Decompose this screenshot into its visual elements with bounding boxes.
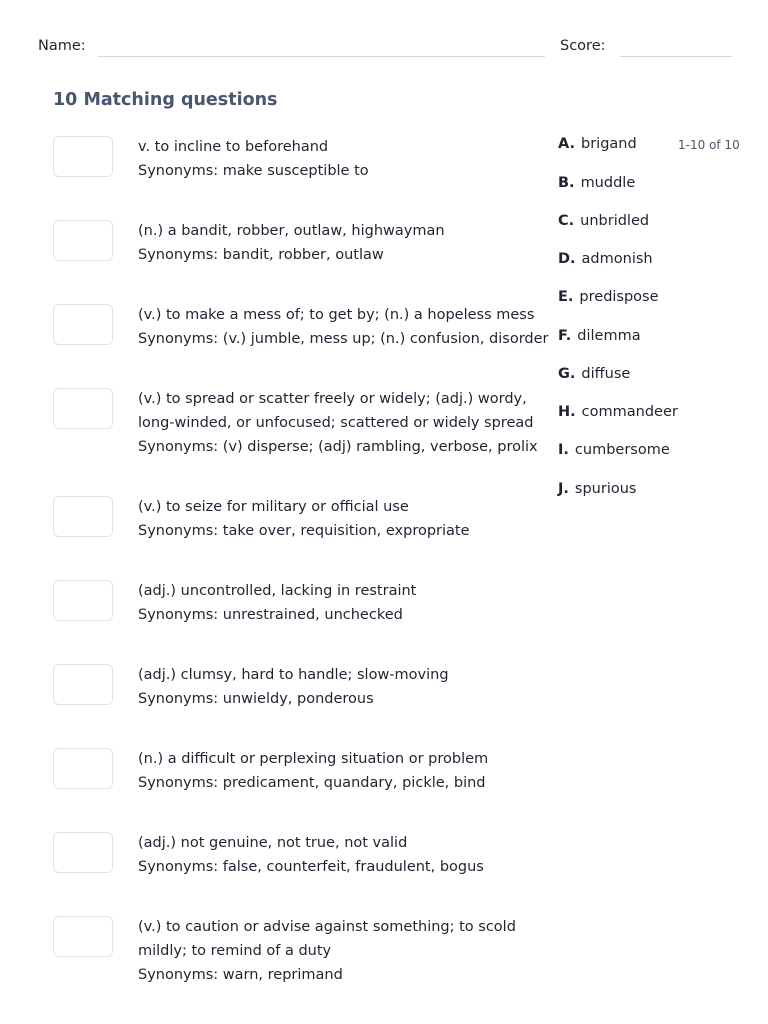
question-text — [138, 303, 549, 351]
option-word: muddle — [580, 175, 636, 191]
question-line: (v.) to seize for military or official use — [138, 499, 409, 515]
option-item — [558, 289, 659, 305]
answer-box[interactable] — [53, 664, 113, 705]
question-text — [138, 915, 540, 987]
option-word: diffuse — [581, 366, 631, 382]
answer-box[interactable] — [53, 304, 113, 345]
option-letter: B. — [558, 175, 575, 191]
answer-box[interactable] — [53, 388, 113, 429]
answer-box[interactable] — [53, 580, 113, 621]
option-item — [558, 442, 670, 458]
option-letter: G. — [558, 366, 576, 382]
question-line: (n.) a difficult or perplexing situation or problem — [138, 751, 489, 767]
question-text — [138, 219, 540, 267]
answer-box[interactable] — [53, 496, 113, 537]
option-item — [558, 328, 641, 344]
option-item — [558, 213, 649, 229]
name-label: Name: — [38, 38, 86, 54]
option-word: brigand — [581, 136, 637, 152]
option-word: predispose — [579, 289, 659, 305]
question-counter: 1-10 of 10 — [678, 138, 740, 152]
answer-box[interactable] — [53, 748, 113, 789]
question-line: Synonyms: unrestrained, unchecked — [138, 607, 403, 623]
option-letter: J. — [558, 481, 569, 497]
question-line: Synonyms: make susceptible to — [138, 163, 369, 179]
name-field-line[interactable] — [98, 56, 545, 57]
option-word: cumbersome — [574, 442, 670, 458]
option-item — [558, 404, 678, 420]
question-text — [138, 495, 540, 543]
option-word: commandeer — [581, 404, 678, 420]
question-line: (v.) to caution or advise against something; to scold — [138, 919, 516, 935]
option-letter: C. — [558, 213, 575, 229]
option-item — [558, 366, 630, 382]
option-item — [558, 136, 637, 152]
option-letter: H. — [558, 404, 576, 420]
question-line: Synonyms: (v.) jumble, mess up; (n.) confusion, disorder — [138, 331, 549, 347]
question-line: long-winded, or unfocused; scattered or widely spread — [138, 415, 534, 431]
answer-box[interactable] — [53, 832, 113, 873]
section-title: 10 Matching questions — [53, 90, 278, 110]
question-line: Synonyms: predicament, quandary, pickle, bind — [138, 775, 486, 791]
question-line: Synonyms: unwieldy, ponderous — [138, 691, 374, 707]
question-text — [138, 387, 540, 459]
question-text — [138, 663, 540, 711]
question-line: (adj.) not genuine, not true, not valid — [138, 835, 408, 851]
question-text — [138, 135, 540, 183]
answer-box[interactable] — [53, 220, 113, 261]
option-word: unbridled — [580, 213, 650, 229]
score-field-line[interactable] — [620, 56, 732, 57]
header — [38, 36, 734, 60]
option-word: dilemma — [577, 328, 641, 344]
question-line: (v.) to make a mess of; to get by; (n.) a hopeless mess — [138, 307, 535, 323]
question-line: Synonyms: warn, reprimand — [138, 967, 343, 983]
option-letter: E. — [558, 289, 574, 305]
question-text — [138, 747, 540, 795]
option-item — [558, 251, 653, 267]
score-label: Score: — [560, 38, 606, 54]
question-text — [138, 579, 540, 627]
option-letter: I. — [558, 442, 569, 458]
question-line: (n.) a bandit, robber, outlaw, highwayman — [138, 223, 445, 239]
question-line: Synonyms: (v) disperse; (adj) rambling, verbose, prolix — [138, 439, 538, 455]
option-item — [558, 175, 635, 191]
question-text — [138, 831, 540, 879]
option-letter: A. — [558, 136, 575, 152]
question-line: (v.) to spread or scatter freely or widely; (adj.) wordy, — [138, 391, 527, 407]
answer-box[interactable] — [53, 916, 113, 957]
option-word: admonish — [581, 251, 653, 267]
option-letter: F. — [558, 328, 572, 344]
question-line: (adj.) clumsy, hard to handle; slow-moving — [138, 667, 449, 683]
question-line: Synonyms: take over, requisition, expropriate — [138, 523, 470, 539]
question-line: (adj.) uncontrolled, lacking in restraint — [138, 583, 417, 599]
question-line: Synonyms: bandit, robber, outlaw — [138, 247, 384, 263]
option-letter: D. — [558, 251, 576, 267]
question-line: mildly; to remind of a duty — [138, 943, 332, 959]
answer-box[interactable] — [53, 136, 113, 177]
question-line: Synonyms: false, counterfeit, fraudulent, bogus — [138, 859, 484, 875]
option-word: spurious — [574, 481, 637, 497]
question-line: v. to incline to beforehand — [138, 139, 329, 155]
option-item — [558, 481, 636, 497]
